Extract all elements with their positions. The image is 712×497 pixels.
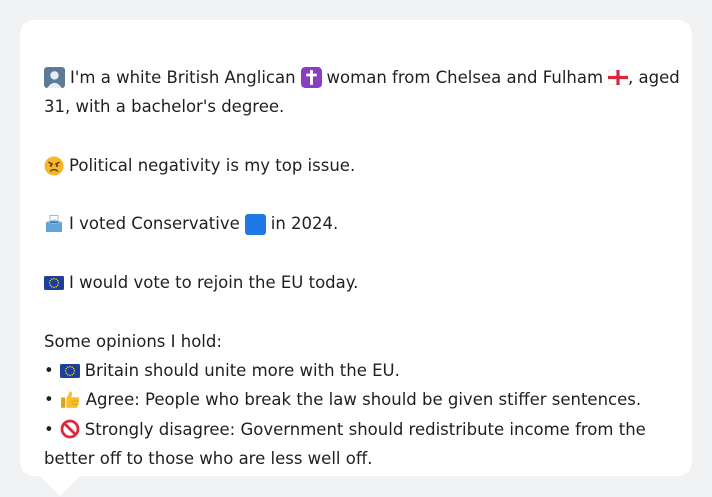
persona-card [20, 20, 692, 476]
bullet: • [44, 390, 54, 410]
person-silhouette-icon [44, 67, 65, 88]
opinion-item [44, 356, 668, 385]
bullet: • [44, 360, 54, 380]
intro-text-part1: I'm a white British Anglican [70, 68, 296, 87]
vote-2024-line [44, 209, 668, 238]
intro-text-part3: , aged [628, 68, 680, 87]
thumbs-up-icon [60, 389, 81, 410]
eu-referendum-line [44, 268, 668, 297]
vote-2024-text-part1: I voted Conservative [69, 214, 240, 234]
opinion-text: Britain should unite more with the EU. [84, 360, 400, 380]
opinion-item [44, 415, 668, 444]
angry-face-icon [44, 156, 64, 176]
vote-2024-text-part2: in 2024. [270, 214, 339, 234]
prohibited-icon [60, 419, 80, 439]
speech-bubble-tail [40, 476, 80, 496]
ballot-box-icon [44, 214, 64, 234]
england-flag-icon [608, 70, 628, 85]
opinion-item [44, 385, 668, 414]
top-issue-line [44, 151, 668, 180]
bullet: • [44, 419, 54, 439]
opinion-text-continuation: better off to those who are less well off. [44, 448, 373, 468]
opinion-text: Strongly disagree: Government should redistribute income from the [84, 419, 646, 439]
latin-cross-icon [301, 67, 322, 88]
intro-line-1 [44, 63, 680, 92]
opinions-heading: Some opinions I hold: [44, 331, 222, 351]
eu-referendum-text: I would vote to rejoin the EU today. [69, 273, 359, 293]
top-issue-text: Political negativity is my top issue. [69, 155, 356, 175]
opinion-text: Agree: People who break the law should be given stiffer sentences. [85, 390, 642, 410]
intro-text-part2: woman from Chelsea and Fulham [326, 68, 604, 87]
blue-square-icon [245, 214, 266, 235]
intro-line-2: 31, with a bachelor's degree. [44, 97, 285, 117]
eu-flag-icon [44, 276, 64, 290]
eu-flag-icon [60, 364, 80, 378]
